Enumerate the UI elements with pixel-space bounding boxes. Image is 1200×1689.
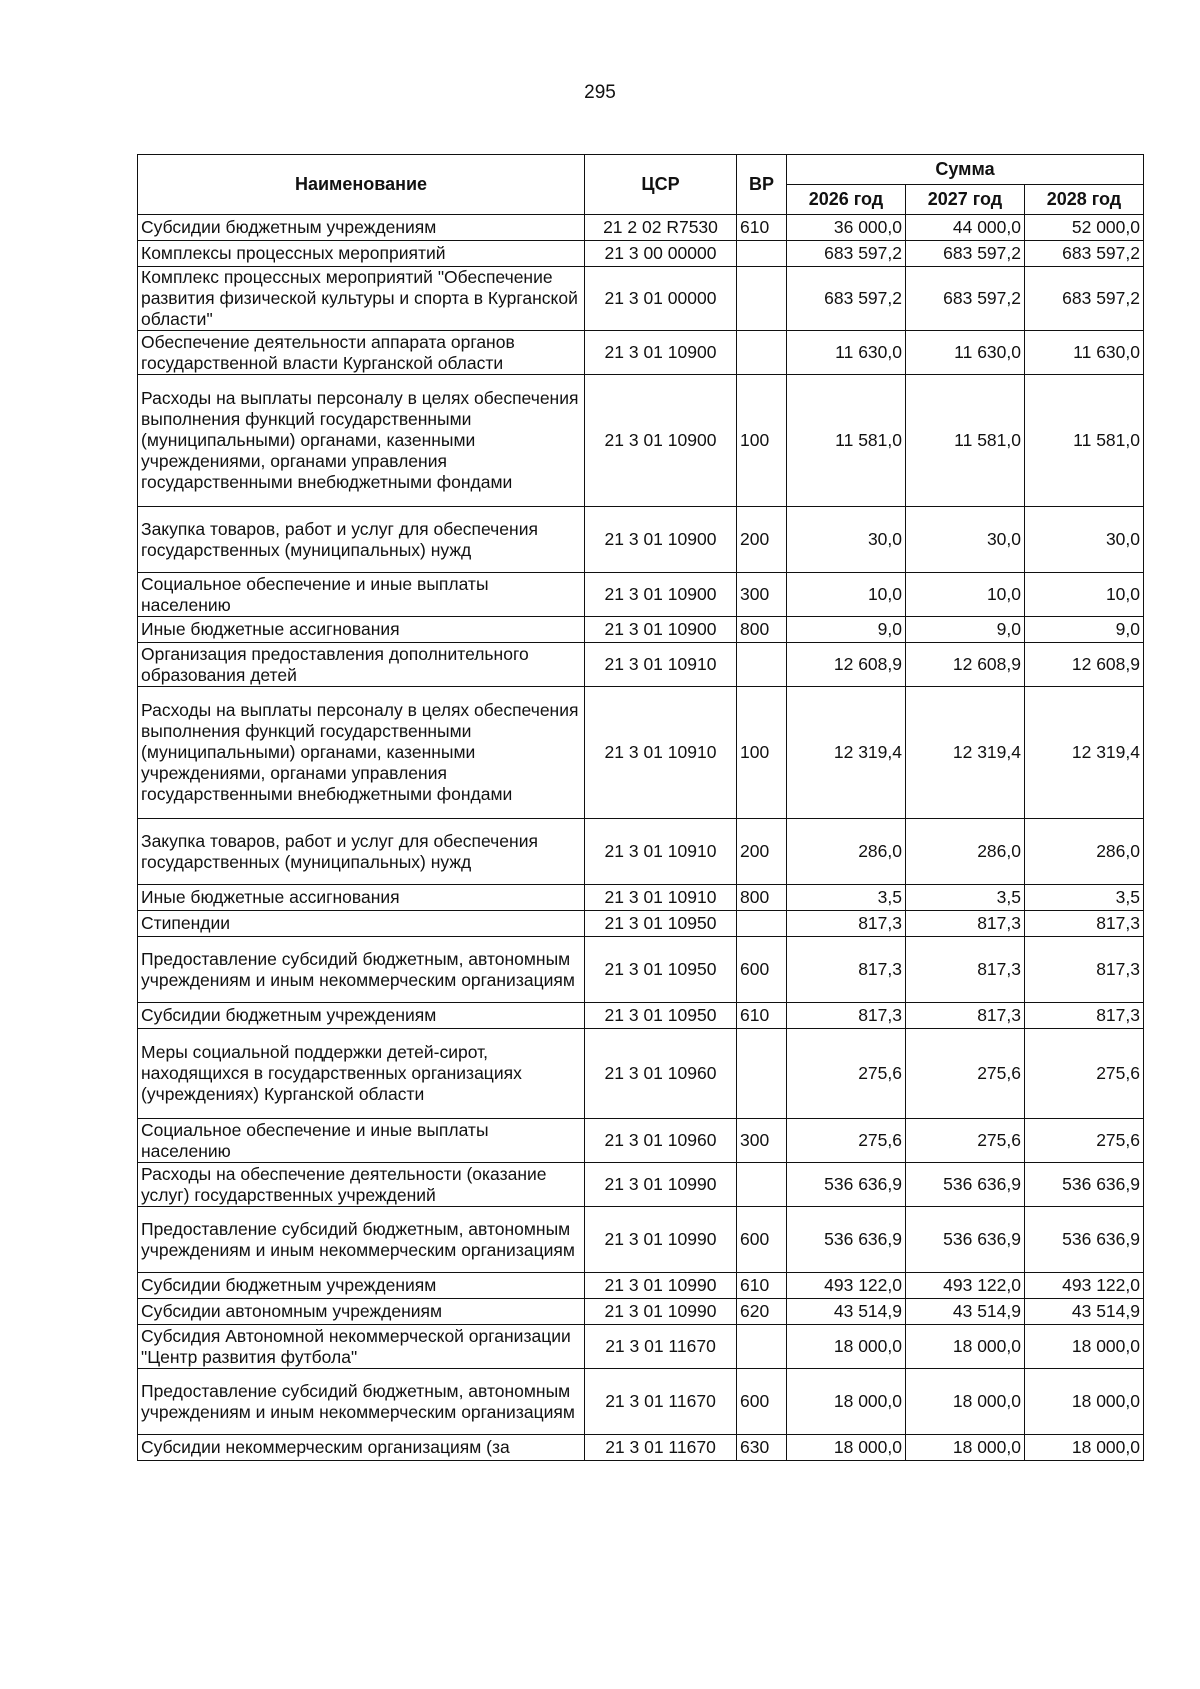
cell-csr: 21 3 01 10900 (585, 573, 737, 617)
cell-2026: 18 000,0 (787, 1369, 906, 1435)
table-row (138, 1119, 1144, 1163)
cell-vr: 610 (737, 1003, 787, 1029)
cell-2028: 817,3 (1025, 911, 1144, 937)
page-number: 295 (584, 82, 616, 103)
cell-2028: 43 514,9 (1025, 1299, 1144, 1325)
cell-2026: 536 636,9 (787, 1207, 906, 1273)
cell-csr: 21 3 01 10990 (585, 1273, 737, 1299)
cell-name: Иные бюджетные ассигнования (138, 885, 585, 911)
cell-2027: 683 597,2 (906, 267, 1025, 331)
cell-csr: 21 3 01 10990 (585, 1207, 737, 1273)
cell-csr: 21 3 01 11670 (585, 1325, 737, 1369)
cell-2027: 9,0 (906, 617, 1025, 643)
cell-vr (737, 643, 787, 687)
cell-vr: 600 (737, 1369, 787, 1435)
cell-2027: 30,0 (906, 507, 1025, 573)
cell-2026: 817,3 (787, 911, 906, 937)
cell-2028: 536 636,9 (1025, 1163, 1144, 1207)
cell-name: Организация предоставления дополнительного образования детей (138, 643, 585, 687)
table-row (138, 241, 1144, 267)
cell-2028: 3,5 (1025, 885, 1144, 911)
cell-csr: 21 3 01 10950 (585, 911, 737, 937)
cell-vr: 630 (737, 1435, 787, 1461)
cell-2028: 536 636,9 (1025, 1207, 1144, 1273)
cell-csr: 21 3 01 10910 (585, 819, 737, 885)
cell-name: Субсидии бюджетным учреждениям (138, 1273, 585, 1299)
table-row (138, 1369, 1144, 1435)
cell-name: Расходы на выплаты персоналу в целях обеспечения выполнения функций государственными (муниципальными) органами, казенными учреждениями, органами управления государственными внебюджетными фондами (138, 375, 585, 507)
cell-name: Субсидии некоммерческим организациям (за (138, 1435, 585, 1461)
cell-vr: 610 (737, 1273, 787, 1299)
budget-table (137, 154, 1144, 1461)
cell-vr: 800 (737, 885, 787, 911)
table-row (138, 885, 1144, 911)
cell-2026: 3,5 (787, 885, 906, 911)
cell-name: Иные бюджетные ассигнования (138, 617, 585, 643)
cell-vr: 600 (737, 937, 787, 1003)
cell-2026: 18 000,0 (787, 1325, 906, 1369)
cell-csr: 21 3 01 10900 (585, 331, 737, 375)
table-row (138, 375, 1144, 507)
cell-2026: 11 581,0 (787, 375, 906, 507)
table-row (138, 617, 1144, 643)
cell-csr: 21 3 01 10960 (585, 1119, 737, 1163)
cell-csr: 21 3 01 00000 (585, 267, 737, 331)
cell-name: Меры социальной поддержки детей-сирот, находящихся в государственных организациях (учреждениях) Курганской области (138, 1029, 585, 1119)
cell-csr: 21 3 01 10990 (585, 1163, 737, 1207)
cell-2028: 275,6 (1025, 1029, 1144, 1119)
cell-name: Субсидия Автономной некоммерческой организации "Центр развития футбола" (138, 1325, 585, 1369)
cell-2027: 11 630,0 (906, 331, 1025, 375)
cell-name: Социальное обеспечение и иные выплаты населению (138, 1119, 585, 1163)
cell-name: Расходы на выплаты персоналу в целях обеспечения выполнения функций государственными (муниципальными) органами, казенными учреждениями, органами управления государственными внебюджетными фондами (138, 687, 585, 819)
cell-2028: 18 000,0 (1025, 1369, 1144, 1435)
cell-csr: 21 3 01 10900 (585, 617, 737, 643)
cell-2028: 10,0 (1025, 573, 1144, 617)
cell-2027: 817,3 (906, 937, 1025, 1003)
cell-vr (737, 1325, 787, 1369)
cell-2028: 12 608,9 (1025, 643, 1144, 687)
cell-vr: 300 (737, 1119, 787, 1163)
cell-name: Стипендии (138, 911, 585, 937)
cell-csr: 21 3 01 10900 (585, 507, 737, 573)
cell-2028: 9,0 (1025, 617, 1144, 643)
header-vr: ВР (737, 155, 787, 215)
cell-2026: 18 000,0 (787, 1435, 906, 1461)
cell-csr: 21 2 02 R7530 (585, 215, 737, 241)
cell-2027: 286,0 (906, 819, 1025, 885)
header-year-2026: 2026 год (787, 185, 906, 215)
cell-vr (737, 241, 787, 267)
cell-2028: 683 597,2 (1025, 267, 1144, 331)
table-row (138, 331, 1144, 375)
cell-name: Предоставление субсидий бюджетным, автономным учреждениям и иным некоммерческим организациям (138, 1369, 585, 1435)
cell-2026: 536 636,9 (787, 1163, 906, 1207)
cell-2027: 18 000,0 (906, 1369, 1025, 1435)
cell-name: Закупка товаров, работ и услуг для обеспечения государственных (муниципальных) нужд (138, 819, 585, 885)
cell-2026: 43 514,9 (787, 1299, 906, 1325)
cell-2028: 18 000,0 (1025, 1325, 1144, 1369)
cell-2027: 275,6 (906, 1119, 1025, 1163)
header-csr: ЦСР (585, 155, 737, 215)
table-row (138, 1163, 1144, 1207)
cell-vr: 200 (737, 507, 787, 573)
cell-2028: 30,0 (1025, 507, 1144, 573)
cell-name: Предоставление субсидий бюджетным, автономным учреждениям и иным некоммерческим организациям (138, 937, 585, 1003)
cell-name: Комплекс процессных мероприятий "Обеспечение развития физической культуры и спорта в Курганской области" (138, 267, 585, 331)
table-row (138, 507, 1144, 573)
cell-2027: 683 597,2 (906, 241, 1025, 267)
cell-2027: 12 608,9 (906, 643, 1025, 687)
cell-csr: 21 3 01 11670 (585, 1435, 737, 1461)
cell-vr: 610 (737, 215, 787, 241)
table-row (138, 911, 1144, 937)
cell-2028: 275,6 (1025, 1119, 1144, 1163)
cell-2028: 493 122,0 (1025, 1273, 1144, 1299)
cell-csr: 21 3 01 10910 (585, 885, 737, 911)
cell-2027: 10,0 (906, 573, 1025, 617)
table-row (138, 1029, 1144, 1119)
table-row (138, 267, 1144, 331)
cell-vr: 600 (737, 1207, 787, 1273)
cell-2026: 12 608,9 (787, 643, 906, 687)
cell-2028: 52 000,0 (1025, 215, 1144, 241)
header-name: Наименование (138, 155, 585, 215)
table-row (138, 1003, 1144, 1029)
table-row (138, 1435, 1144, 1461)
cell-2027: 18 000,0 (906, 1435, 1025, 1461)
cell-csr: 21 3 01 10910 (585, 687, 737, 819)
cell-2028: 286,0 (1025, 819, 1144, 885)
table-row (138, 1299, 1144, 1325)
table-row (138, 687, 1144, 819)
cell-2027: 11 581,0 (906, 375, 1025, 507)
cell-2027: 536 636,9 (906, 1163, 1025, 1207)
cell-vr: 800 (737, 617, 787, 643)
cell-2026: 11 630,0 (787, 331, 906, 375)
cell-vr: 300 (737, 573, 787, 617)
cell-2027: 817,3 (906, 1003, 1025, 1029)
cell-name: Закупка товаров, работ и услуг для обеспечения государственных (муниципальных) нужд (138, 507, 585, 573)
cell-name: Субсидии бюджетным учреждениям (138, 215, 585, 241)
cell-csr: 21 3 00 00000 (585, 241, 737, 267)
cell-2026: 286,0 (787, 819, 906, 885)
cell-2028: 11 630,0 (1025, 331, 1144, 375)
cell-2026: 36 000,0 (787, 215, 906, 241)
table-header (138, 155, 1144, 215)
cell-2027: 12 319,4 (906, 687, 1025, 819)
cell-csr: 21 3 01 10950 (585, 937, 737, 1003)
header-year-2028: 2028 год (1025, 185, 1144, 215)
cell-vr: 100 (737, 375, 787, 507)
cell-2028: 18 000,0 (1025, 1435, 1144, 1461)
cell-2026: 9,0 (787, 617, 906, 643)
table-row (138, 1207, 1144, 1273)
header-sum: Сумма (787, 155, 1144, 185)
cell-vr (737, 267, 787, 331)
cell-csr: 21 3 01 11670 (585, 1369, 737, 1435)
cell-vr (737, 331, 787, 375)
cell-2027: 43 514,9 (906, 1299, 1025, 1325)
cell-2027: 3,5 (906, 885, 1025, 911)
cell-name: Предоставление субсидий бюджетным, автономным учреждениям и иным некоммерческим организациям (138, 1207, 585, 1273)
cell-2027: 817,3 (906, 911, 1025, 937)
table-body (138, 215, 1144, 1461)
cell-2028: 12 319,4 (1025, 687, 1144, 819)
cell-2028: 817,3 (1025, 1003, 1144, 1029)
cell-2026: 10,0 (787, 573, 906, 617)
cell-2027: 536 636,9 (906, 1207, 1025, 1273)
cell-2027: 275,6 (906, 1029, 1025, 1119)
cell-csr: 21 3 01 10900 (585, 375, 737, 507)
cell-2028: 11 581,0 (1025, 375, 1144, 507)
cell-vr: 200 (737, 819, 787, 885)
cell-vr (737, 1029, 787, 1119)
cell-2028: 817,3 (1025, 937, 1144, 1003)
cell-name: Расходы на обеспечение деятельности (оказание услуг) государственных учреждений (138, 1163, 585, 1207)
cell-2027: 18 000,0 (906, 1325, 1025, 1369)
cell-2026: 275,6 (787, 1029, 906, 1119)
cell-2027: 44 000,0 (906, 215, 1025, 241)
cell-name: Субсидии автономным учреждениям (138, 1299, 585, 1325)
cell-csr: 21 3 01 10960 (585, 1029, 737, 1119)
table-row (138, 215, 1144, 241)
table-row (138, 573, 1144, 617)
header-year-2027: 2027 год (906, 185, 1025, 215)
cell-2026: 683 597,2 (787, 267, 906, 331)
table-row (138, 937, 1144, 1003)
cell-vr: 100 (737, 687, 787, 819)
cell-2026: 817,3 (787, 937, 906, 1003)
cell-name: Социальное обеспечение и иные выплаты населению (138, 573, 585, 617)
cell-vr (737, 911, 787, 937)
cell-name: Субсидии бюджетным учреждениям (138, 1003, 585, 1029)
cell-2026: 493 122,0 (787, 1273, 906, 1299)
cell-csr: 21 3 01 10950 (585, 1003, 737, 1029)
cell-2026: 30,0 (787, 507, 906, 573)
cell-name: Обеспечение деятельности аппарата органов государственной власти Курганской области (138, 331, 585, 375)
cell-csr: 21 3 01 10910 (585, 643, 737, 687)
cell-2026: 817,3 (787, 1003, 906, 1029)
cell-2026: 683 597,2 (787, 241, 906, 267)
table-row (138, 819, 1144, 885)
table-row (138, 1325, 1144, 1369)
cell-name: Комплексы процессных мероприятий (138, 241, 585, 267)
table-row (138, 1273, 1144, 1299)
cell-2028: 683 597,2 (1025, 241, 1144, 267)
cell-vr: 620 (737, 1299, 787, 1325)
table-row (138, 643, 1144, 687)
cell-2027: 493 122,0 (906, 1273, 1025, 1299)
cell-2026: 12 319,4 (787, 687, 906, 819)
cell-vr (737, 1163, 787, 1207)
cell-csr: 21 3 01 10990 (585, 1299, 737, 1325)
cell-2026: 275,6 (787, 1119, 906, 1163)
